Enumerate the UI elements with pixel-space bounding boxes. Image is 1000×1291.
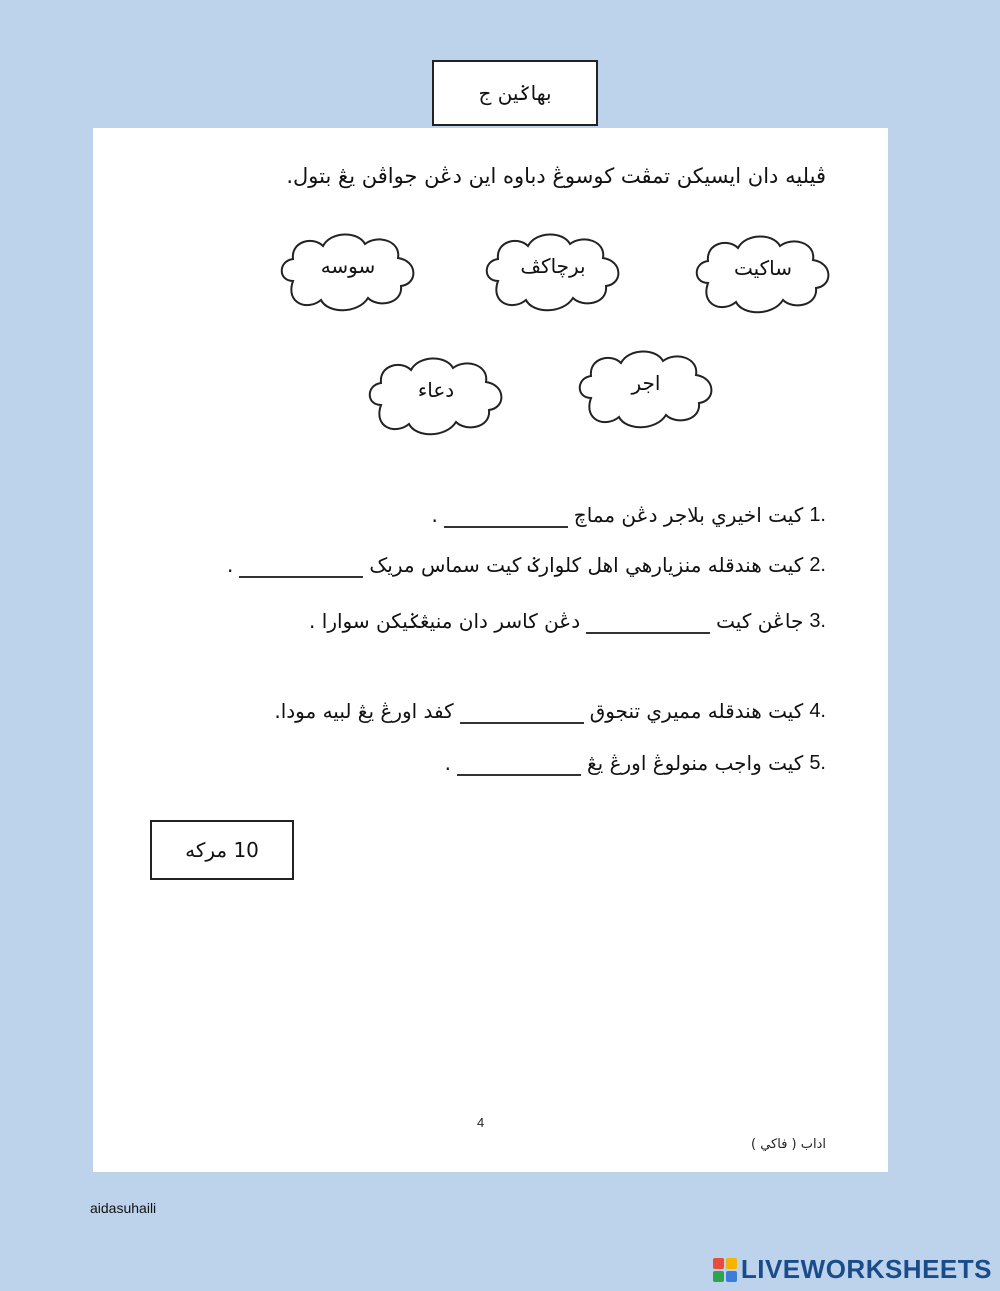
question-text: کيت هندقله منزيارهي اهل کلوارݢ کيت سماس مريک xyxy=(369,553,804,577)
liveworksheets-logo-icon xyxy=(713,1258,737,1282)
question-text-end: دڠن کاسر دان منيڠݢيکن سوارا . xyxy=(309,609,581,633)
word-cloud xyxy=(361,350,511,440)
question-number: 1. xyxy=(809,503,826,526)
answer-input-1[interactable] xyxy=(444,502,568,528)
marks-box: 10 مرکه xyxy=(150,820,294,880)
worksheet-page xyxy=(93,128,888,1172)
word-cloud xyxy=(273,226,423,316)
question-text: کيت هندقله مميري تنجوق xyxy=(589,699,804,723)
word-bank-item: برچاکڤ xyxy=(520,254,586,278)
answer-input-2[interactable] xyxy=(239,552,363,578)
word-cloud xyxy=(571,343,721,433)
question-text-end: . xyxy=(431,503,438,527)
word-bank-item: اجر xyxy=(631,371,661,395)
question-2 xyxy=(227,552,826,578)
question-text: کيت اخيري بلاجر دڠن مماچ xyxy=(573,503,804,527)
word-cloud xyxy=(478,226,628,316)
answer-input-3[interactable] xyxy=(586,608,710,634)
question-text: جاڠن کيت xyxy=(716,609,804,633)
question-number: 2. xyxy=(809,553,826,576)
brand-logo[interactable] xyxy=(713,1254,992,1285)
page-number: 4 xyxy=(477,1115,485,1130)
question-4 xyxy=(274,698,826,724)
question-number: 5. xyxy=(809,751,826,774)
question-text: کيت واجب منولوڠ اورڠ يڠ xyxy=(587,751,804,775)
question-text-end: . xyxy=(444,751,451,775)
question-1 xyxy=(431,502,826,528)
brand-name: LIVEWORKSHEETS xyxy=(740,1254,992,1284)
question-text-end: کفد اورڠ يڠ لبيه مودا. xyxy=(274,699,454,723)
answer-input-4[interactable] xyxy=(460,698,584,724)
question-number: 4. xyxy=(809,699,826,722)
question-3 xyxy=(309,608,826,634)
word-bank-item: ساکيت xyxy=(733,256,793,280)
section-label: بهاݢين ج xyxy=(432,60,598,126)
answer-input-5[interactable] xyxy=(457,750,581,776)
word-cloud xyxy=(688,228,838,318)
word-bank-item: سوسه xyxy=(320,254,376,278)
author-name: aidasuhaili xyxy=(90,1200,157,1216)
question-5 xyxy=(445,750,826,776)
instruction-text: ڤيليه دان ايسيکن تمڤت کوسوڠ دباوه اين دڠن جواڤن يڠ بتول. xyxy=(286,164,826,188)
footer-subject: اداب ( فاکي ) xyxy=(751,1137,826,1152)
word-bank-item: دعاء xyxy=(417,378,455,402)
question-text-end: . xyxy=(227,553,234,577)
question-number: 3. xyxy=(809,609,826,632)
